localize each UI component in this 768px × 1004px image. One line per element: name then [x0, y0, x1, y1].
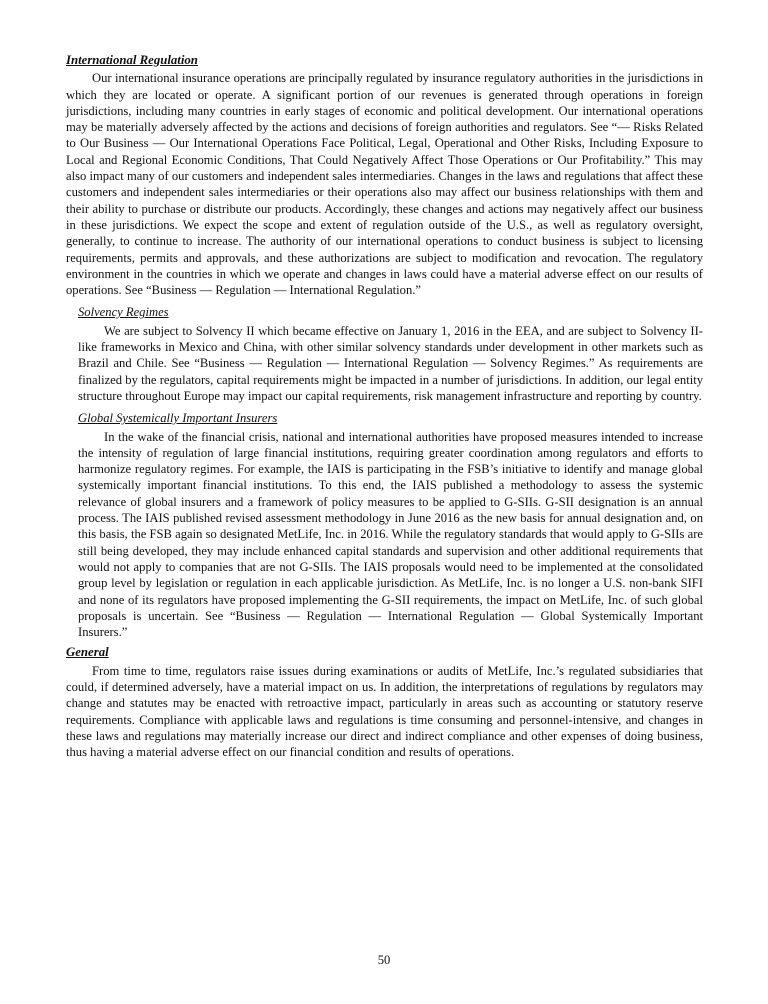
- paragraph-gsii: In the wake of the financial crisis, national and international authorities have proposed measures intended to increase the intensity of regulation of large financial institutions, requiring greater coordination among regulators and efforts to harmonize regulatory regimes. For example, the IAIS is participating in the FSB’s initiative to identify and manage global systemically important financial institutions. To this end, the IAIS published a methodology to assess the systemic relevance of global insurers and a framework of policy measures to be applied to G-SIIs. G-SII designation is an annual process. The IAIS published revised assessment methodology in June 2016 as the new basis for annual designation and, on this basis, the FSB again so designated MetLife, Inc. in 2016. While the regulatory standards that would apply to G-SIIs are still being developed, they may include enhanced capital standards and supervision and other additional requirements that would not apply to companies that are not G-SIIs. The IAIS proposals would need to be implemented at the consolidated group level by legislation or regulation in each applicable jurisdiction. As MetLife, Inc. is no longer a U.S. non-bank SIFI and none of its regulators have proposed implementing the G-SII requirements, the impact on MetLife, Inc. of such global proposals is uncertain. See “Business — Regulation — International Regulation — Global Systemically Important Insurers.”: [78, 429, 703, 640]
- paragraph-general: From time to time, regulators raise issues during examinations or audits of MetLife, Inc.’s regulated subsidiaries that could, if determined adversely, have a material impact on us. In addition, the interpretations of regulations by regulators may change and statutes may be enacted with retroactive impact, particularly in areas such as accounting or statutory reserve requirements. Compliance with applicable laws and regulations is time consuming and personnel-intensive, and changes in these laws and regulations may materially increase our direct and indirect compliance and other expenses of doing business, thus having a material adverse effect on our financial condition and results of operations.: [66, 663, 703, 760]
- heading-general: General: [66, 645, 109, 660]
- document-page: [66, 52, 703, 764]
- paragraph-solvency-regimes: We are subject to Solvency II which became effective on January 1, 2016 in the EEA, and are subject to Solvency II-like frameworks in Mexico and China, with other similar solvency standards under development in other markets such as Brazil and Chile. See “Business — Regulation — International Regulation — Solvency Regimes.” As requirements are finalized by the regulators, capital requirements might be impacted in a number of jurisdictions. In addition, our legal entity structure throughout Europe may impact our capital requirements, risk management infrastructure and reporting by country.: [78, 323, 703, 403]
- heading-gsii: Global Systemically Important Insurers: [78, 411, 278, 426]
- subsection-gsii: [78, 410, 703, 640]
- heading-international-regulation: International Regulation: [66, 53, 198, 67]
- paragraph-international-regulation: Our international insurance operations are principally regulated by insurance regulatory authorities in the jurisdictions in which they are located or operate. A significant portion of our revenues is generated through operations in foreign jurisdictions, including many countries in early stages of economic and political development. Our international operations may be materially adversely affected by the actions and decisions of foreign authorities and regulators. See “— Risks Related to Our Business — Our International Operations Face Political, Legal, Operational and Other Risks, Including Exposure to Local and Regional Economic Conditions, That Could Negatively Affect Those Operations or Our Profitability.” This may also impact many of our customers and independent sales intermediaries. Changes in the laws and regulations that affect these customers and independent sales intermediaries or their operations also may affect our business relationships with them and their ability to purchase or distribute our products. Accordingly, these changes and actions may negatively affect our business in these jurisdictions. We expect the scope and extent of regulation outside of the U.S., as well as regulatory oversight, generally, to continue to increase. The authority of our international operations to conduct business is subject to licensing requirements, permits and approvals, and these authorizations are subject to modification and revocation. The regulatory environment in the countries in which we operate and changes in laws could have a material adverse effect on our results of operations. See “Business — Regulation — International Regulation.”: [66, 71, 703, 298]
- heading-solvency-regimes: Solvency Regimes: [78, 305, 169, 320]
- page-number: 50: [377, 953, 391, 967]
- subsection-solvency: [78, 304, 703, 404]
